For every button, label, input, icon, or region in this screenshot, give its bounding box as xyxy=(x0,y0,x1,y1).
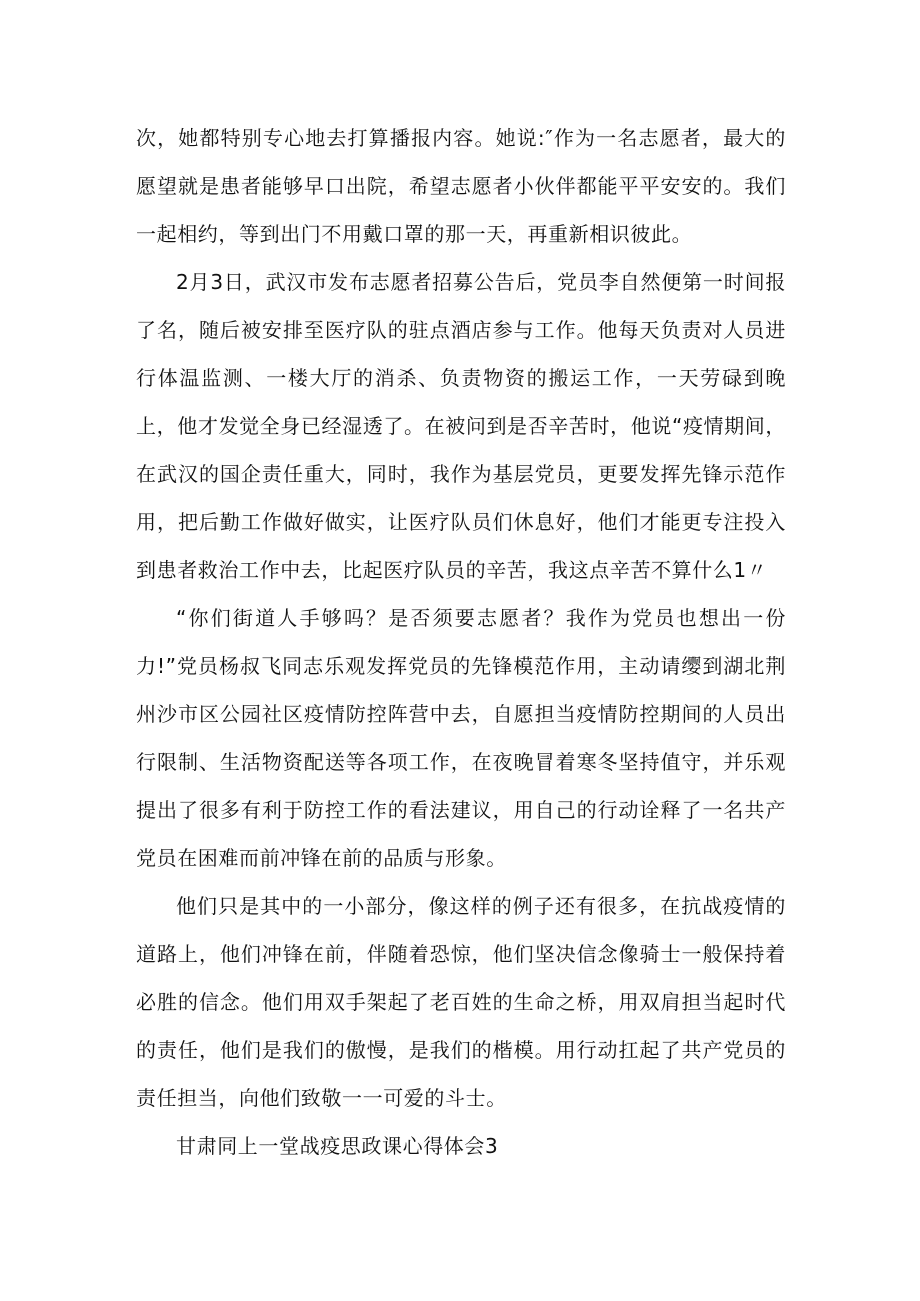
paragraph-conclusion: 他们只是其中的一小部分，像这样的例子还有很多，在抗战疫情的道路上，他们冲锋在前，伴随着恐惊，他们坚决信念像骑士一般保持着必胜的信念。他们用双手架起了老百姓的生命之桥，用双肩担当起时代的责任，他们是我们的傲慢，是我们的楷模。用行动扛起了共产党员的责任担当，向他们致敬一一可爱的斗士。 xyxy=(136,894,786,1110)
paragraph-li-ziran: 2月3日，武汉市发布志愿者招募公告后，党员李自然便第一时间报了名，随后被安排至医疗队的驻点酒店参与工作。他每天负责对人员进行体温监测、一楼大厅的消杀、负责物资的搬运工作，一天劳碌到晚上，他才发觉全身已经湿透了。在被问到是否辛苦时，他说“疫情期间，在武汉的国企责任重大，同时，我作为基层党员，更要发挥先锋示范作用，把后勤工作做好做实，让医疗队员们休息好，他们才能更专注投入到患者救治工作中去，比起医疗队员的辛苦，我这点辛苦不算什么1〃 xyxy=(136,270,786,582)
paragraph-yang-shufei: “你们街道人手够吗？是否须要志愿者？我作为党员也想出一份力!”党员杨叔飞同志乐观发挥党员的先锋模范作用，主动请缨到湖北荆州沙市区公园社区疫情防控阵营中去，自愿担当疫情防控期间的人员出行限制、生活物资配送等各项工作，在夜晚冒着寒冬坚持值守，并乐观提出了很多有利于防控工作的看法建议，用自己的行动诠释了一名共产党员在困难而前冲锋在前的品质与形象。 xyxy=(136,606,786,870)
paragraph-continued: 次，她都特别专心地去打算播报内容。她说:″作为一名志愿者，最大的愿望就是患者能够早口出院，希望志愿者小伙伴都能平平安安的。我们一起相约，等到出门不用戴口罩的那一天，再重新相识彼此。 xyxy=(136,126,786,246)
document-body xyxy=(136,114,786,1170)
section-heading: 甘肃同上一堂战疫思政课心得体会3 xyxy=(176,1134,499,1158)
